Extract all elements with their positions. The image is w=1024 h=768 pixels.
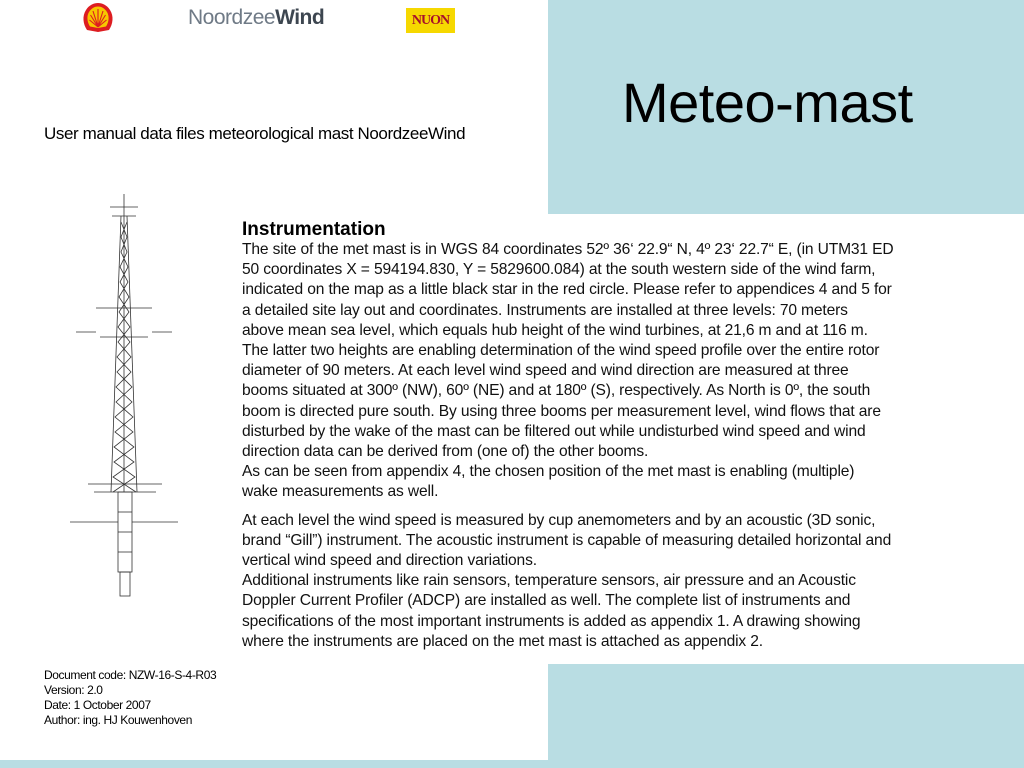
paragraph-gap <box>242 503 1022 511</box>
body-line: 50 coordinates X = 594194.830, Y = 5829600.084) at the south western side of the wind farm, <box>242 261 876 279</box>
slide-title: Meteo-mast <box>622 71 913 134</box>
body-line: As can be seen from appendix 4, the chosen position of the met mast is enabling (multiple) <box>242 463 855 481</box>
document-version: Version: 2.0 <box>44 683 103 697</box>
body-line: Doppler Current Profiler (ADCP) are installed as well. The complete list of instruments and <box>242 592 851 610</box>
body-line: booms situated at 300º (NW), 60º (NE) and at 180º (S), respectively. As North is 0º, the south <box>242 382 871 400</box>
noordzeewind-logo: NoordzeeWind <box>188 6 325 29</box>
document-code: Document code: NZW-16-S-4-R03 <box>44 668 217 682</box>
instrumentation-excerpt <box>232 214 1024 664</box>
body-line: brand “Gill”) instrument. The acoustic instrument is capable of measuring detailed horizontal and <box>242 531 892 549</box>
document-metadata <box>44 668 216 728</box>
body-line: above mean sea level, which equals hub height of the wind turbines, at 21,6 m and at 116 m. <box>242 321 868 339</box>
nuon-logo: NUON <box>406 8 455 33</box>
body-line: The site of the met mast is in WGS 84 coordinates 52º 36‘ 22.9“ N, 4º 23‘ 22.7“ E, (in UTM31 ED <box>242 241 894 258</box>
logo-bar <box>0 0 548 40</box>
body-line: direction data can be derived from (one of) the other booms. <box>242 443 649 461</box>
body-line: The latter two heights are enabling determination of the wind speed profile over the entire rotor <box>242 342 880 360</box>
body-line: indicated on the map as a little black star in the red circle. Please refer to appendices 4 and 5 for <box>242 281 892 299</box>
body-line: At each level the wind speed is measured by cup anemometers and by an acoustic (3D sonic, <box>242 511 876 529</box>
document-date: Date: 1 October 2007 <box>44 698 151 712</box>
body-line: wake measurements as well. <box>242 483 439 501</box>
body-line: boom is directed pure south. By using three booms per measurement level, wind flows that are <box>242 402 881 420</box>
body-line: specifications of the most important instruments is added as appendix 1. A drawing showing <box>242 612 861 630</box>
document-author: Author: ing. HJ Kouwenhoven <box>44 713 192 727</box>
met-mast-drawing <box>66 192 186 602</box>
body-line: diameter of 90 meters. At each level wind speed and wind direction are measured at three <box>242 362 849 380</box>
body-line: a detailed site lay out and coordinates. Instruments are installed at three levels: 70 meters <box>242 301 848 319</box>
body-line: vertical wind speed and direction variations. <box>242 552 537 570</box>
instrumentation-body <box>242 240 1022 652</box>
body-line: Additional instruments like rain sensors, temperature sensors, air pressure and an Acoustic <box>242 572 856 590</box>
body-line: disturbed by the wake of the mast can be filtered out while undisturbed wind speed and wind <box>242 422 866 440</box>
shell-logo-icon <box>80 2 116 34</box>
instrumentation-heading: Instrumentation <box>242 219 386 240</box>
body-line: where the instruments are placed on the met mast is attached as appendix 2. <box>242 632 763 650</box>
manual-title: User manual data files meteorological mast NoordzeeWind <box>44 124 466 143</box>
